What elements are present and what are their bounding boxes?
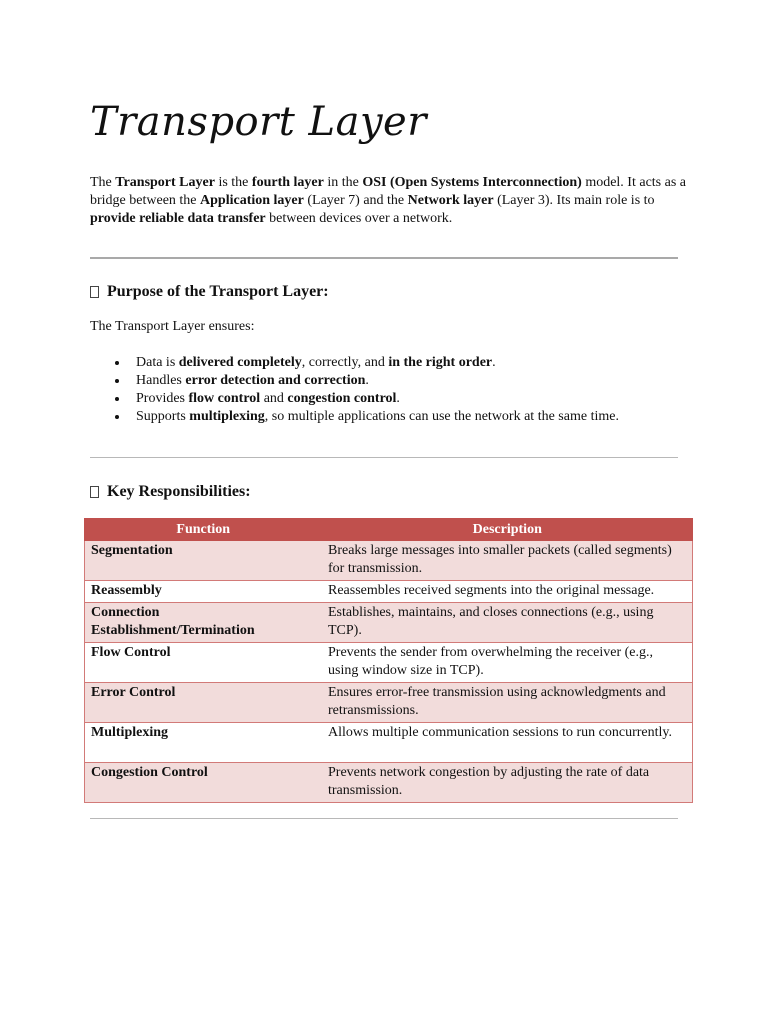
function-cell: Flow Control: [85, 643, 323, 683]
intro-bold: fourth layer: [251, 175, 324, 190]
intro-text: model. It acts as a bridge between the: [90, 175, 686, 208]
function-cell: Multiplexing: [85, 723, 323, 763]
description-cell: Breaks large messages into smaller packets (called segments) for transmission.: [322, 541, 693, 581]
intro-text: in the: [323, 175, 363, 190]
bullet-bold: flow control: [188, 391, 261, 406]
intro-text: (Layer 3). Its main role is to: [493, 193, 655, 208]
bullet-bold: congestion control: [287, 391, 397, 406]
intro-bold: provide reliable data transfer: [90, 211, 266, 226]
missing-glyph-icon: [90, 486, 99, 498]
bullet-bold: in the right order: [388, 355, 493, 370]
column-header-description: Description: [322, 519, 693, 541]
description-cell: Ensures error-free transmission using acknowledgments and retransmissions.: [322, 683, 693, 723]
intro-bold: Transport Layer: [115, 175, 215, 190]
bullet-item: [110, 372, 619, 390]
bullet-text: Supports: [136, 409, 190, 424]
bullet-text: and: [260, 391, 288, 406]
bullet-bold: delivered completely: [178, 355, 302, 370]
function-cell: Segmentation: [85, 541, 323, 581]
intro-text: (Layer 7) and the: [303, 193, 408, 208]
purpose-heading-text: Purpose of the Transport Layer:: [107, 283, 329, 300]
horizontal-rule: [90, 818, 678, 819]
table-row: [85, 643, 693, 683]
description-cell: Prevents network congestion by adjusting the rate of data transmission.: [322, 763, 693, 803]
function-cell: Reassembly: [85, 581, 323, 603]
document-title: Transport Layer: [90, 99, 427, 145]
bullet-text: .: [365, 373, 369, 388]
bullet-text: Handles: [136, 373, 186, 388]
table-row: [85, 723, 693, 763]
description-cell: Establishes, maintains, and closes connections (e.g., using TCP).: [322, 603, 693, 643]
horizontal-rule: [90, 257, 678, 259]
function-cell: Connection Establishment/Termination: [85, 603, 323, 643]
table-header-row: [85, 519, 693, 541]
purpose-lead: The Transport Layer ensures:: [90, 319, 255, 334]
description-cell: Reassembles received segments into the original message.: [322, 581, 693, 603]
bullet-text: Provides: [136, 391, 189, 406]
function-cell: Error Control: [85, 683, 323, 723]
table-row: [85, 683, 693, 723]
bullet-text: Data is: [136, 355, 179, 370]
table-row: [85, 541, 693, 581]
bullet-item: [110, 354, 619, 372]
bullet-text: .: [492, 355, 496, 370]
intro-bold: Application layer: [200, 193, 304, 208]
intro-text: between devices over a network.: [265, 211, 453, 226]
intro-text: is the: [214, 175, 252, 190]
function-cell: Congestion Control: [85, 763, 323, 803]
responsibilities-table: [84, 518, 693, 803]
intro-text: The: [90, 175, 116, 190]
table-row: [85, 581, 693, 603]
bullet-item: [110, 390, 619, 408]
purpose-bullet-list: [110, 354, 619, 426]
bullet-bold: multiplexing: [189, 409, 265, 424]
description-cell: Prevents the sender from overwhelming the receiver (e.g., using window size in TCP).: [322, 643, 693, 683]
bullet-text: .: [396, 391, 400, 406]
table-row: [85, 603, 693, 643]
bullet-item: [110, 408, 619, 426]
purpose-heading: [90, 282, 329, 302]
intro-bold: OSI (Open Systems Interconnection): [362, 175, 582, 190]
responsibilities-heading: [90, 482, 251, 502]
intro-bold: Network layer: [407, 193, 494, 208]
bullet-text: , so multiple applications can use the network at the same time.: [264, 409, 619, 424]
column-header-function: Function: [85, 519, 323, 541]
horizontal-rule: [90, 457, 678, 458]
table-row: [85, 763, 693, 803]
description-cell: Allows multiple communication sessions to run concurrently.: [322, 723, 693, 763]
bullet-text: , correctly, and: [301, 355, 389, 370]
missing-glyph-icon: [90, 286, 99, 298]
intro-paragraph: [90, 174, 690, 228]
responsibilities-heading-text: Key Responsibilities:: [107, 483, 251, 500]
bullet-bold: error detection and correction: [185, 373, 366, 388]
